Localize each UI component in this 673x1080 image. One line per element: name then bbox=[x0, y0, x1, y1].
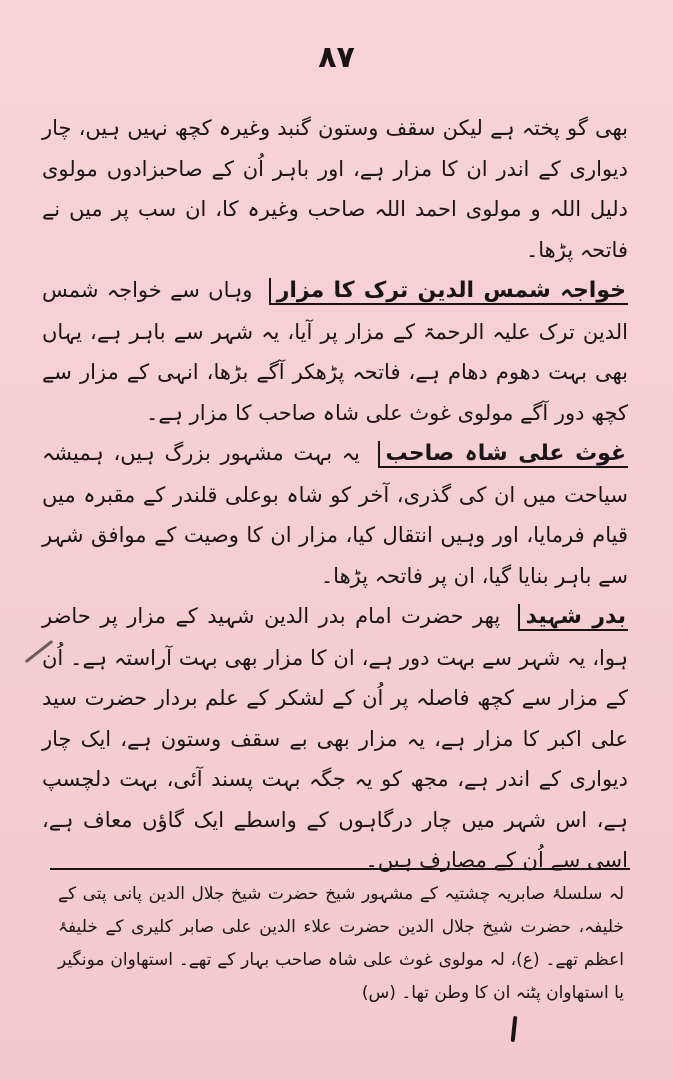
section-heading: غوث علی شاہ صاحب bbox=[378, 441, 628, 468]
main-text bbox=[42, 108, 628, 881]
page-number: ۸۷ bbox=[318, 40, 355, 75]
paragraph-text: یہ بہت مشہور بزرگ ہیں، ہمیشہ سیاحت میں ان کی گذری، آخر کو شاہ بوعلی قلندر کے مقبرہ میں قیام فرمایا، اور وہیں انتقال کیا، مزار ان کا وصیت کے موافق شہر سے باہر بنایا گیا، ان پر فاتحہ پڑھا۔ bbox=[42, 441, 628, 588]
footnote: لہ سلسلۂ صابریہ چشتیہ کے مشہور شیخ حضرت شیخ جلال الدین پانی پتی کے خلیفہ، حضرت شیخ جلال الدین حضرت علاء الدین علی صابر کلیری کے خلیفۂ اعظم تھے۔ (ع)، لہ مولوی غوث علی شاہ صاحب بہار کے تھے۔ استھاوان مونگیر یا استھاوان پٹنہ ان کا وطن تھا۔ (س) bbox=[58, 884, 624, 1003]
paragraph bbox=[42, 433, 628, 596]
paragraph-text: بھی گو پختہ ہے لیکن سقف وستون گنبد وغیرہ کچھ نہیں ہیں، چار دیواری کے اندر ان کا مزار ہے، اور باہر اُن کے صاحبزادوں مولوی دلیل اللہ و مولوی احمد اللہ صاحب وغیرہ کا، ان سب پر میں نے فاتحہ پڑھا۔ bbox=[42, 116, 628, 262]
section-heading: بدر شہید bbox=[518, 604, 628, 631]
footnotes bbox=[58, 878, 624, 1010]
footnote-divider bbox=[50, 868, 630, 870]
paragraph bbox=[42, 108, 628, 270]
section-heading: خواجہ شمس الدین ترک کا مزار bbox=[269, 278, 628, 305]
paragraph bbox=[42, 596, 628, 881]
paragraph-text: وہاں سے خواجہ شمس الدین ترک علیہ الرحمۃ کے مزار پر آیا، یہ شہر سے باہر ہے، یہاں بھی بہت دھوم دھام ہے، فاتحہ پڑھکر آگے بڑھا، انہی کے مزار سے کچھ دور آگے مولوی غوث علی شاہ صاحب کا مزار ہے۔ bbox=[42, 278, 628, 425]
pencil-mark bbox=[511, 1016, 518, 1042]
paragraph bbox=[42, 270, 628, 433]
paragraph-text: پھر حضرت امام بدر الدین شہید کے مزار پر حاضر ہوا، یہ شہر سے بہت دور ہے، ان کا مزار بھی بہت آراستہ ہے۔ اُن کے مزار سے کچھ فاصلہ پر اُن کے لشکر کے علم بردار حضرت سید علی اکبر کا مزار ہے، یہ مزار بھی بے سقف وستون ہے، ایک چار دیواری کے اندر ہے، مجھ کو یہ جگہ بہت پسند آئی، بہت دلچسپ ہے، اس شہر میں چار درگاہوں کے واسطے ایک گاؤں معاف ہے، اسی سے اُن کے مصارف ہیں۔ bbox=[42, 604, 628, 872]
